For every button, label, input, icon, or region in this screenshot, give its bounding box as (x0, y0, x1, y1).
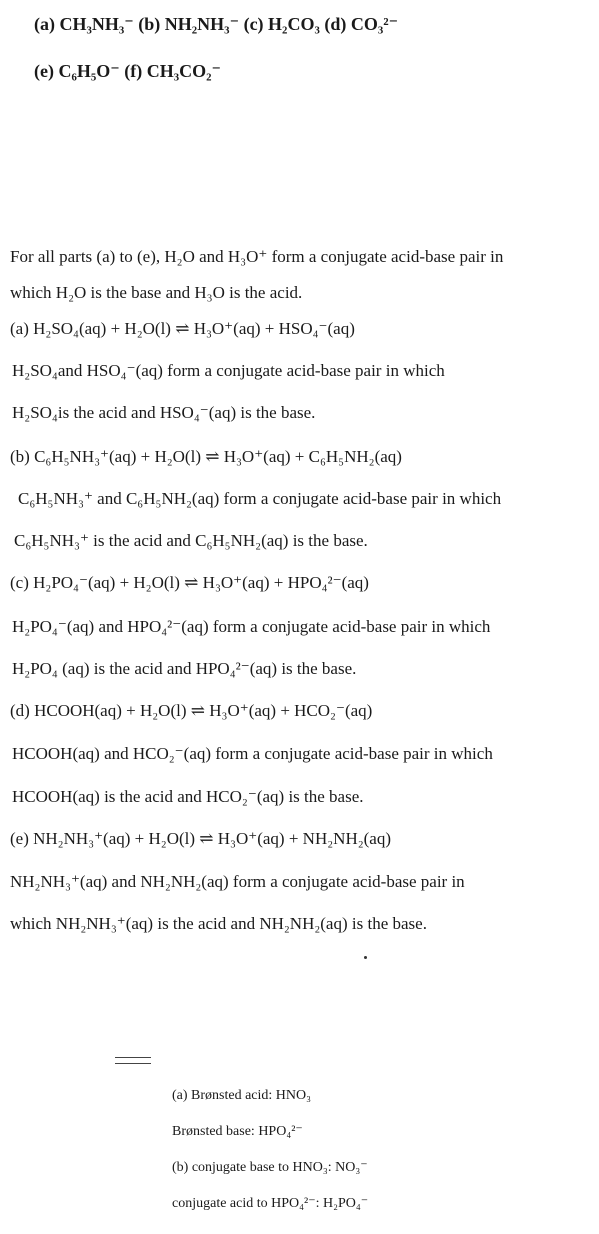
species-list-row-1: (a) CH₃NH₃⁻ (b) NH₂NH₃⁻ (c) H₂CO₃ (d) CO₃²⁻ (34, 14, 399, 34)
part-a-line-1: H₂SO₄and HSO₄⁻(aq) form a conjugate acid-base pair in which (12, 361, 445, 380)
part-e-equation: (e) NH₂NH₃⁺(aq) + H₂O(l) ⇌ H₃O⁺(aq) + NH₂NH₂(aq) (10, 829, 392, 848)
part-c-equation: (c) H₂PO₄⁻(aq) + H₂O(l) ⇌ H₃O⁺(aq) + HPO₄²⁻(aq) (10, 573, 369, 592)
part-c-line-2: H₂PO₄ (aq) is the acid and HPO₄²⁻(aq) is the base. (12, 659, 357, 678)
stray-dot (364, 956, 367, 959)
species-list-row-2: (e) C₆H₅O⁻ (f) CH₃CO₂⁻ (34, 61, 222, 81)
part-d-line-2: HCOOH(aq) is the acid and HCO₂⁻(aq) is the base. (12, 787, 364, 806)
part-b-line-1: C₆H₅NH₃⁺ and C₆H₅NH₂(aq) form a conjugate acid-base pair in which (18, 489, 502, 508)
part-a-line-2: H₂SO₄is the acid and HSO₄⁻(aq) is the base. (12, 403, 316, 422)
part-a-equation: (a) H₂SO₄(aq) + H₂O(l) ⇌ H₃O⁺(aq) + HSO₄⁻(aq) (10, 319, 355, 338)
part-b-equation: (b) C₆H₅NH₃⁺(aq) + H₂O(l) ⇌ H₃O⁺(aq) + C₆H₅NH₂(aq) (10, 447, 402, 466)
intro-line-1: For all parts (a) to (e), H₂O and H₃O⁺ form a conjugate acid-base pair in (10, 247, 504, 266)
conjugate-acid-line: conjugate acid to HPO₄²⁻: H₂PO₄⁻ (172, 1196, 369, 1211)
bronsted-base-line: Brønsted base: HPO₄²⁻ (172, 1124, 303, 1139)
part-d-equation: (d) HCOOH(aq) + H₂O(l) ⇌ H₃O⁺(aq) + HCO₂⁻(aq) (10, 701, 373, 720)
part-e-line-2: which NH₂NH₃⁺(aq) is the acid and NH₂NH₂(aq) is the base. (10, 914, 427, 933)
double-line-mark (115, 1057, 151, 1064)
conjugate-base-line: (b) conjugate base to HNO₃: NO₃⁻ (172, 1160, 368, 1175)
part-c-line-1: H₂PO₄⁻(aq) and HPO₄²⁻(aq) form a conjugate acid-base pair in which (12, 617, 491, 636)
intro-line-2: which H₂O is the base and H₃O is the acid. (10, 283, 303, 302)
part-e-line-1: NH₂NH₃⁺(aq) and NH₂NH₂(aq) form a conjugate acid-base pair in (10, 872, 465, 891)
part-d-line-1: HCOOH(aq) and HCO₂⁻(aq) form a conjugate acid-base pair in which (12, 744, 493, 763)
bronsted-acid-line: (a) Brønsted acid: HNO₃ (172, 1088, 312, 1103)
part-b-line-2: C₆H₅NH₃⁺ is the acid and C₆H₅NH₂(aq) is the base. (14, 531, 368, 550)
